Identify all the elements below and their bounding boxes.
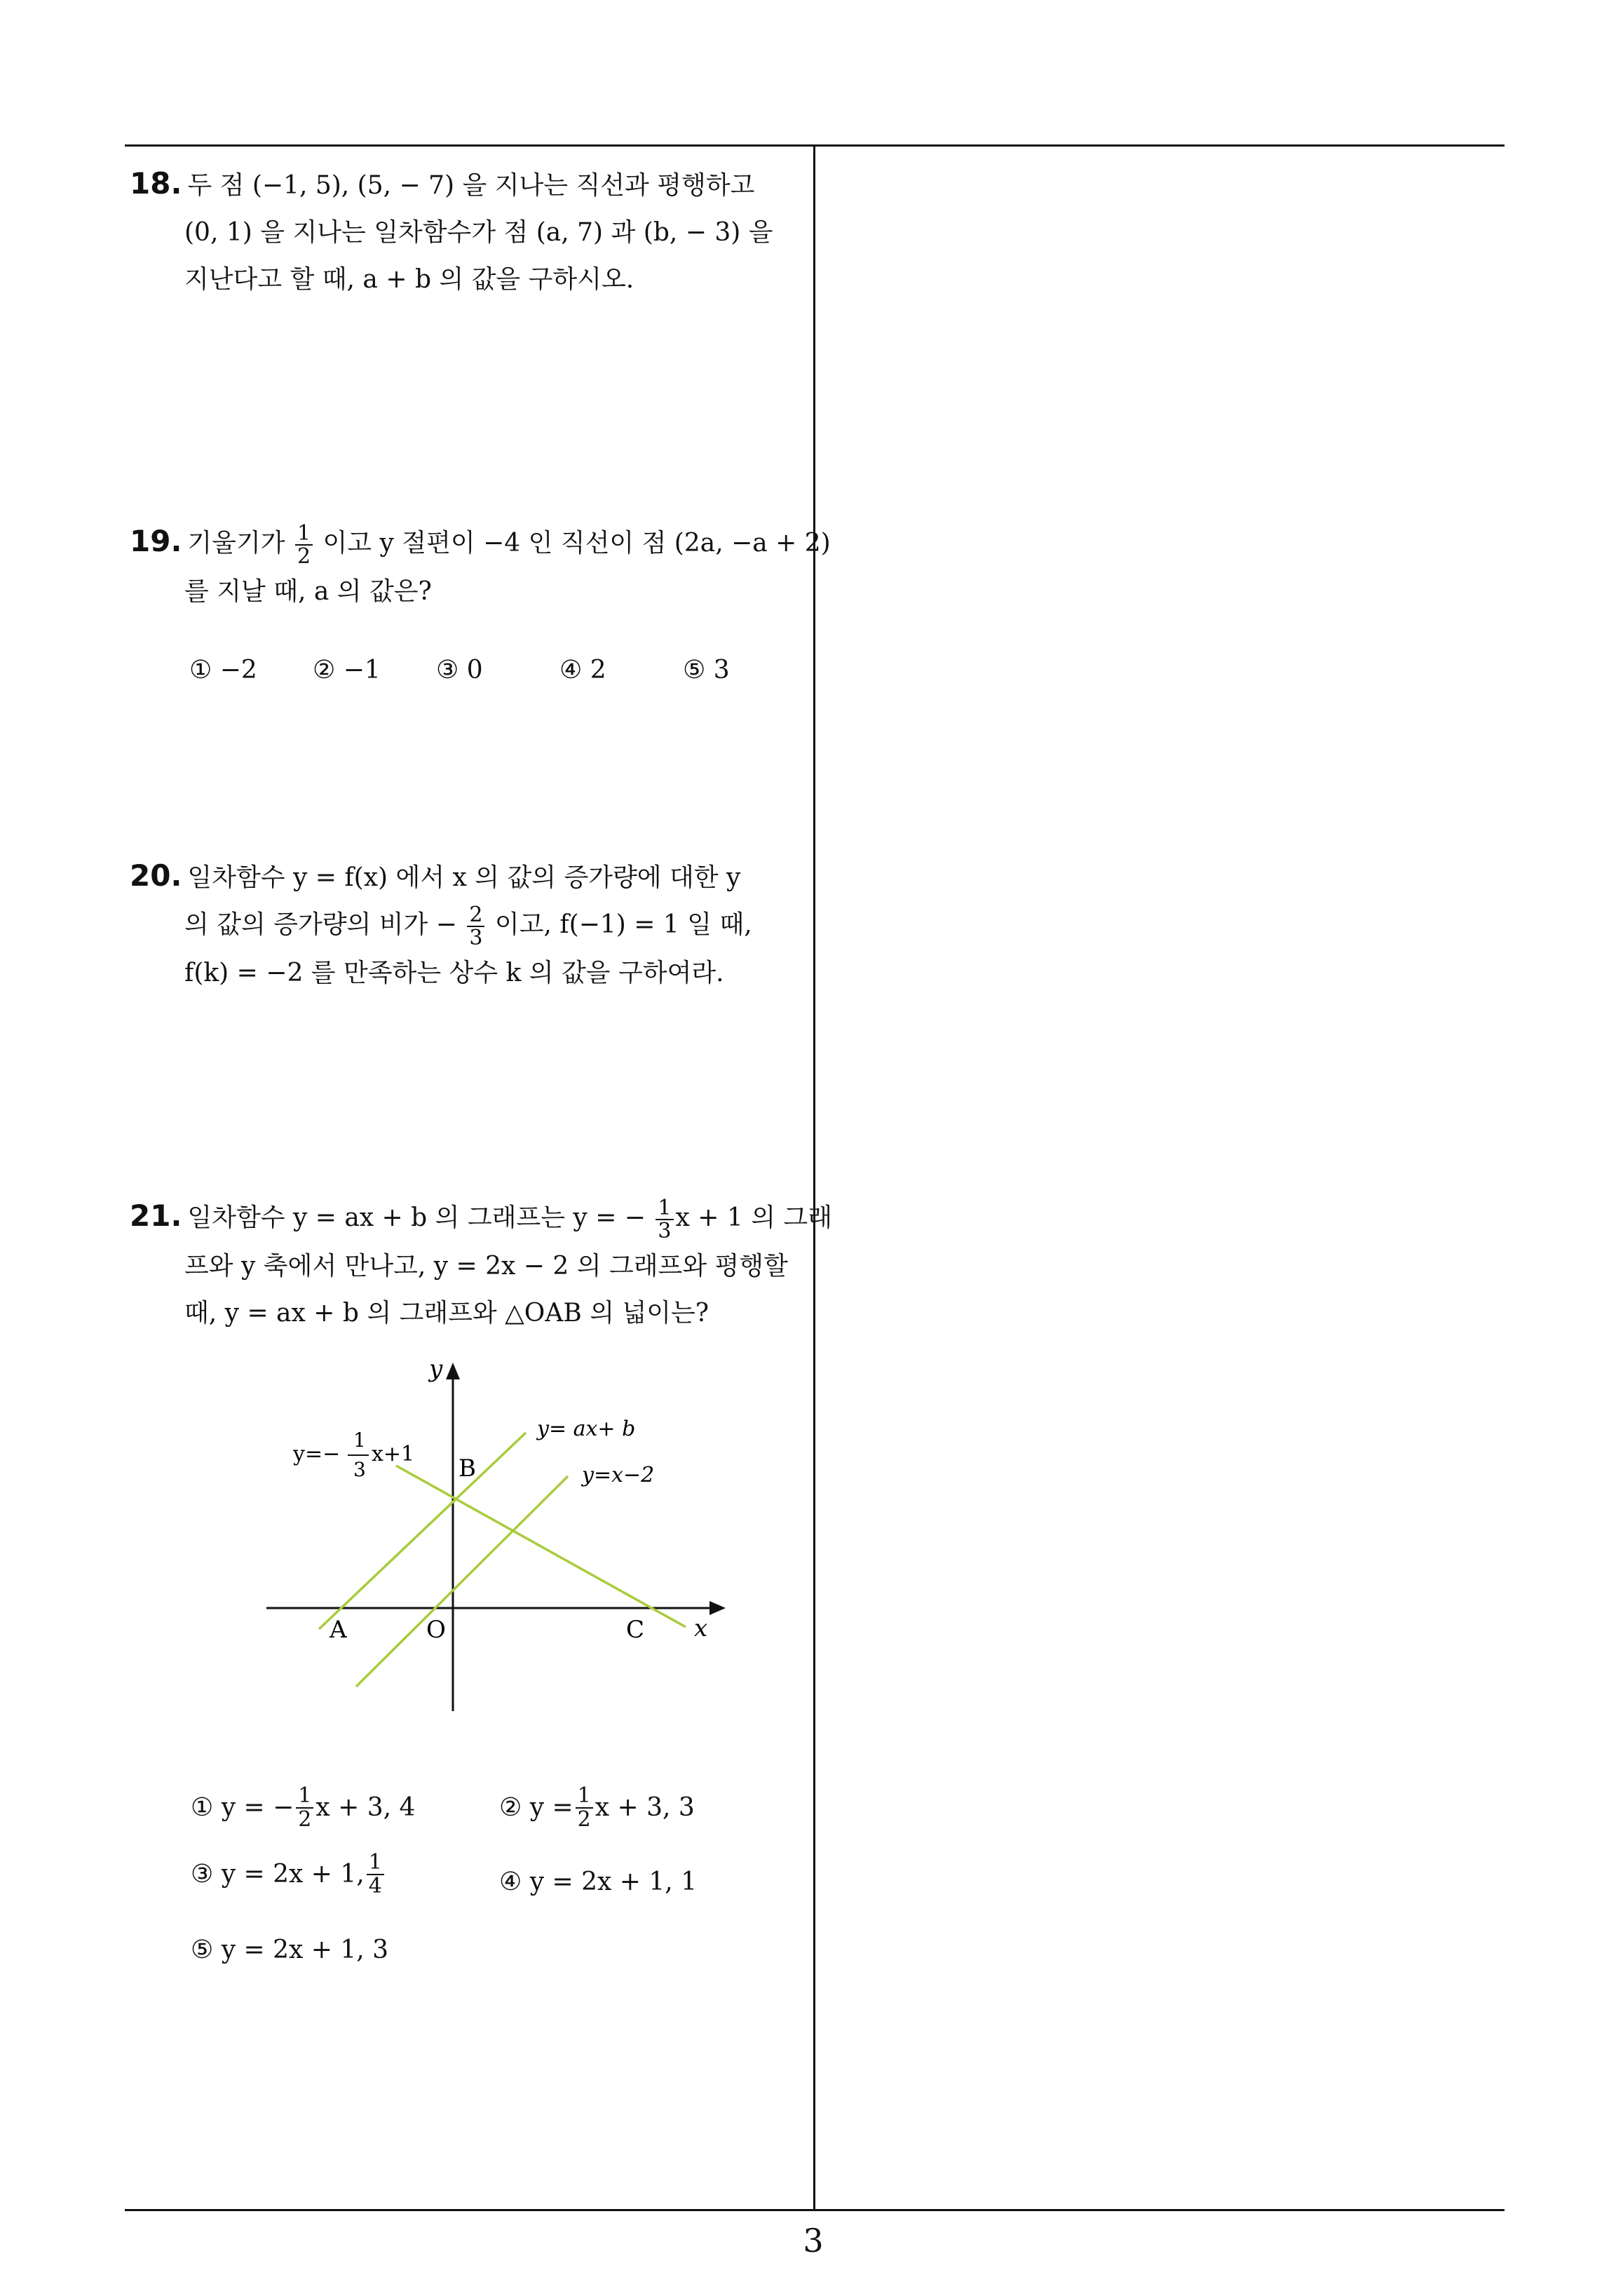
choices-19 (189, 656, 806, 684)
line-y-ax-plus-b (319, 1433, 526, 1629)
question-number: 18. (130, 166, 182, 201)
x-axis-label: x (694, 1614, 708, 1642)
fraction-denominator: 3 (658, 1219, 672, 1243)
point-label-c: C (626, 1616, 645, 1644)
question-21 (130, 1192, 832, 1337)
line-label-1-suffix: x+1 (372, 1442, 415, 1466)
question-text-line: f(k) = −2 를 만족하는 상수 k 의 값을 구하여라. (184, 958, 724, 987)
fraction-numerator: 1 (295, 522, 313, 546)
question-text-line: 때, y = ax + b 의 그래프와 △OAB 의 넓이는? (184, 1298, 709, 1328)
question-text: 이고, f(−1) = 1 일 때, (494, 910, 752, 939)
graph-figure (259, 1357, 729, 1722)
choice-text: ④ y = 2x + 1, 1 (499, 1868, 698, 1896)
question-text: 이고 y 절편이 −4 인 직선이 점 (2a, −a + 2) (322, 529, 831, 558)
question-text-line: 두 점 (−1, 5), (5, − 7) 을 지나는 직선과 평행하고 (187, 171, 755, 200)
choice-text: ⑤ y = 2x + 1, 3 (191, 1936, 389, 1964)
line-label-1-numerator: 1 (353, 1429, 366, 1452)
fraction-numerator: 1 (367, 1851, 384, 1875)
choice-1[interactable] (191, 1785, 415, 1830)
fraction-numerator: 1 (576, 1785, 593, 1809)
fraction (296, 1785, 313, 1830)
point-label-a: A (330, 1616, 347, 1644)
fraction-numerator: 1 (296, 1785, 313, 1809)
question-number: 19. (130, 524, 182, 558)
question-text: 기울기가 (187, 529, 285, 558)
question-text: 일차함수 y = ax + b 의 그래프는 y = − (187, 1203, 646, 1232)
fraction-denominator: 3 (469, 926, 483, 950)
point-label-o: O (426, 1616, 446, 1644)
y-axis-arrow (446, 1363, 460, 1379)
fraction-numerator: 1 (656, 1197, 673, 1221)
fraction (295, 522, 313, 568)
fraction (467, 904, 484, 950)
choice[interactable]: ⑤ 3 (683, 656, 730, 684)
choice-text: x + 3, 4 (315, 1793, 416, 1822)
page-number: 3 (803, 2222, 824, 2260)
fraction (576, 1785, 593, 1830)
fraction-numerator: 2 (467, 904, 484, 928)
fraction-denominator: 2 (577, 1807, 591, 1832)
question-text-line: 프와 y 축에서 만나고, y = 2x − 2 의 그래프와 평행할 (184, 1251, 788, 1281)
question-18 (130, 160, 803, 303)
question-text: 의 값의 증가량의 비가 − (184, 910, 457, 939)
column-divider (813, 144, 815, 2210)
fraction-denominator: 2 (297, 544, 311, 569)
choice-text: ③ y = 2x + 1, (191, 1860, 365, 1889)
line-label-1-prefix: y=− (293, 1442, 341, 1466)
question-text-line: 지난다고 할 때, a + b 의 값을 구하시오. (184, 265, 634, 294)
choice-3[interactable] (191, 1851, 386, 1897)
line-label-2: y= ax+ b (537, 1417, 636, 1441)
y-axis-label: y (429, 1357, 443, 1383)
point-label-b: B (459, 1454, 476, 1483)
x-axis-arrow (709, 1601, 726, 1615)
choice[interactable]: ② −1 (313, 656, 381, 684)
question-text-line: 일차함수 y = f(x) 에서 x 의 값의 증가량에 대한 y (187, 863, 741, 892)
question-19 (130, 518, 831, 615)
choice-5[interactable] (191, 1936, 388, 1964)
fraction (656, 1197, 673, 1243)
choice-text: ① y = − (191, 1793, 294, 1822)
choice-2[interactable] (499, 1785, 695, 1830)
choice[interactable]: ① −2 (189, 656, 257, 684)
line-label-1-denominator: 3 (353, 1458, 366, 1481)
line-y-x-minus-2 (356, 1476, 568, 1687)
choice-4[interactable] (499, 1868, 697, 1896)
question-text-line: (0, 1) 을 지나는 일차함수가 점 (a, 7) 과 (b, − 3) 을 (184, 218, 773, 247)
choice[interactable]: ④ 2 (559, 656, 606, 684)
choice[interactable]: ③ 0 (436, 656, 483, 684)
fraction-denominator: 4 (368, 1873, 382, 1898)
choice-text: ② y = (499, 1793, 573, 1822)
bottom-rule (125, 2209, 1505, 2211)
question-text-line: 를 지날 때, a 의 값은? (184, 576, 432, 606)
question-number: 21. (130, 1198, 182, 1233)
question-20 (130, 852, 803, 997)
choice-text: x + 3, 3 (595, 1793, 695, 1822)
fraction-denominator: 2 (298, 1807, 312, 1832)
question-text: x + 1 의 그래 (675, 1203, 832, 1232)
line-label-3: y=x−2 (582, 1463, 655, 1487)
question-number: 20. (130, 858, 182, 893)
fraction (367, 1851, 384, 1897)
